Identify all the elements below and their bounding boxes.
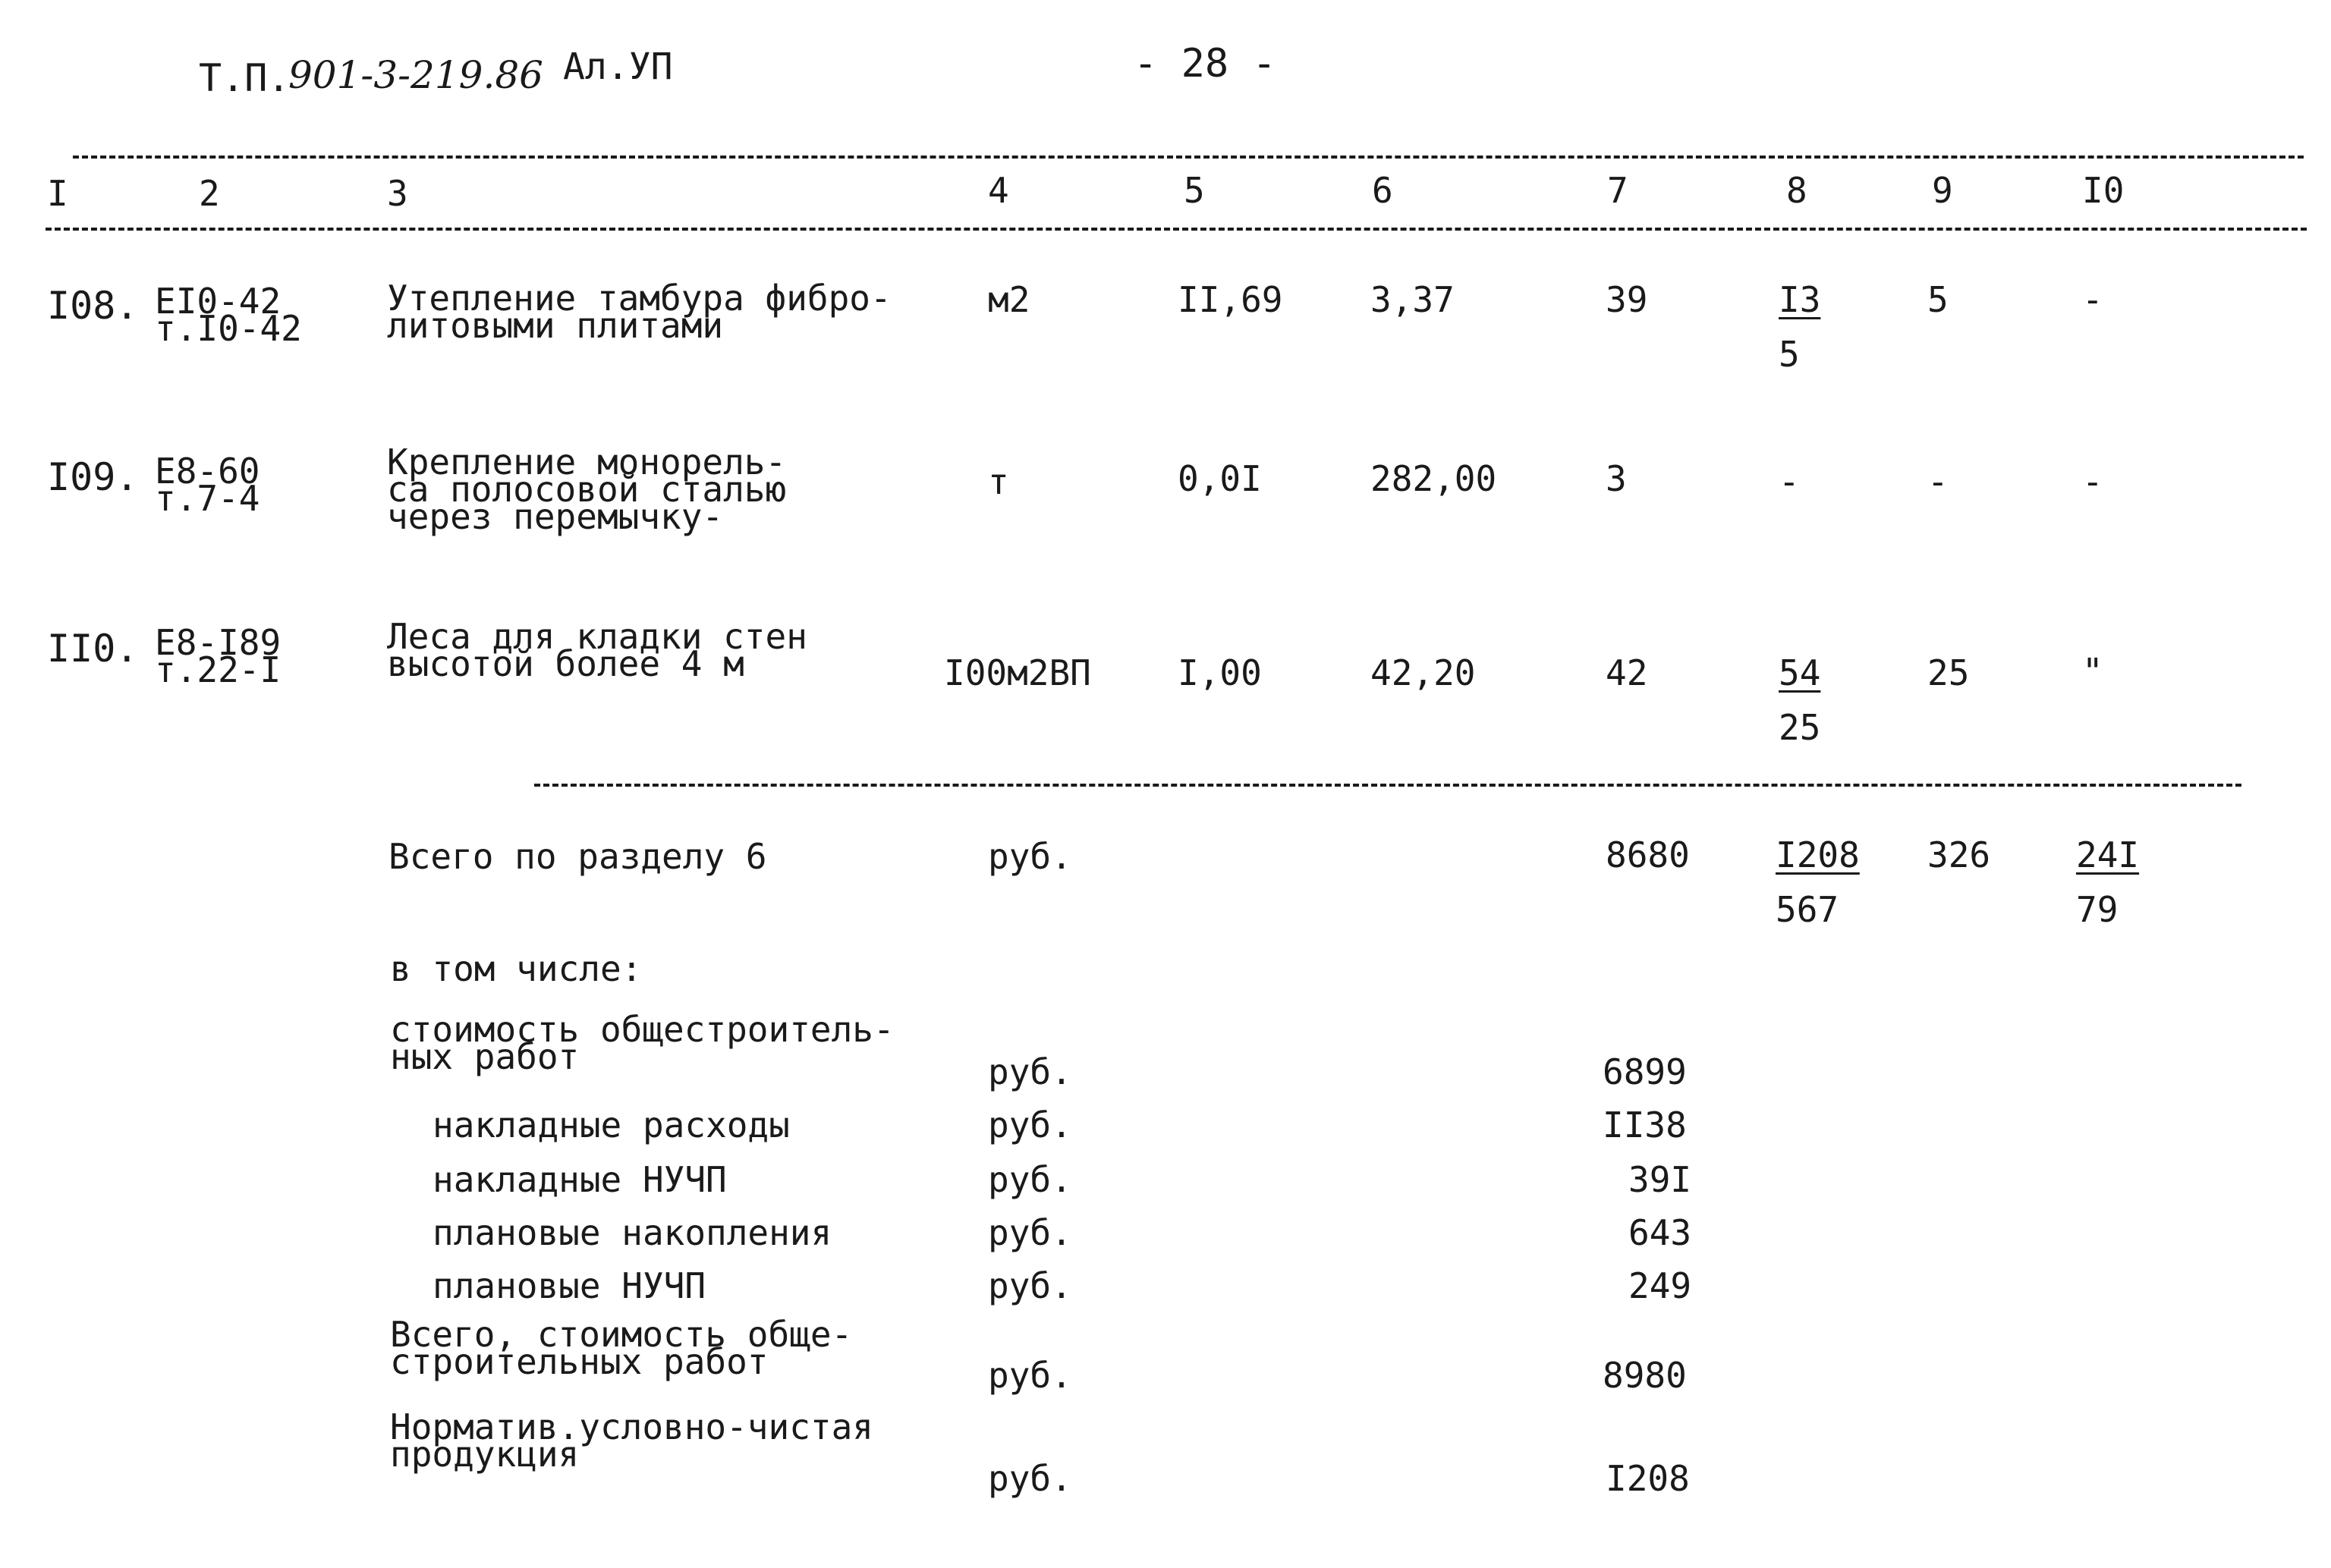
row-unit-price: 282,00 bbox=[1370, 458, 1497, 499]
header-bottom-rule bbox=[46, 228, 2307, 231]
including-label: в том числе: bbox=[390, 948, 643, 989]
breakdown-label: накладные НУЧП bbox=[433, 1159, 727, 1200]
row-num: I09. bbox=[47, 455, 139, 499]
total-label: Всего по разделу 6 bbox=[388, 836, 767, 877]
header-top-rule bbox=[73, 156, 2304, 159]
row-code: ЕI0-42 т.I0-42 bbox=[155, 281, 302, 349]
breakdown-value: 8980 bbox=[1603, 1355, 1687, 1396]
row-unit: м2 bbox=[988, 279, 1030, 320]
row-description: Крепление монорель- са полосовой сталью через перемычку- bbox=[387, 441, 787, 537]
row-description: Утепление тамбура фибро- литовыми плитами bbox=[387, 278, 892, 346]
row-unit: т bbox=[988, 461, 1009, 502]
breakdown-unit: руб. bbox=[988, 1355, 1072, 1396]
breakdown-label: плановые накопления bbox=[433, 1212, 832, 1253]
total-col10-bottom: 79 bbox=[2076, 889, 2119, 930]
breakdown-value: 249 bbox=[1628, 1265, 1692, 1306]
breakdown-value: 643 bbox=[1628, 1212, 1692, 1253]
row-col10: - bbox=[2082, 279, 2103, 320]
breakdown-label: плановые НУЧП bbox=[433, 1265, 706, 1306]
doc-code: 901-3-219.86 bbox=[288, 53, 543, 97]
row-unit-price: 3,37 bbox=[1370, 279, 1455, 320]
row-col9: 25 bbox=[1927, 652, 1970, 693]
col-header-5: 5 bbox=[1184, 170, 1205, 211]
total-col9: 326 bbox=[1927, 834, 1991, 875]
page-number: - 28 - bbox=[1134, 41, 1276, 86]
row-col9: - bbox=[1927, 461, 1949, 502]
col-header-1: I bbox=[47, 173, 68, 214]
row-quantity: I,00 bbox=[1178, 652, 1262, 693]
row-quantity: 0,0I bbox=[1178, 458, 1262, 499]
total-unit: руб. bbox=[988, 836, 1072, 877]
row-quantity: II,69 bbox=[1178, 279, 1283, 320]
breakdown-unit: руб. bbox=[988, 1265, 1072, 1306]
row-cost: 39 bbox=[1606, 279, 1648, 320]
row-code: Е8-I89 т.22-I bbox=[155, 622, 282, 690]
album-label: Ал.УП bbox=[563, 46, 673, 88]
total-divider bbox=[534, 784, 2241, 787]
total-col8-bottom: 567 bbox=[1776, 889, 1839, 930]
row-col10: - bbox=[2082, 461, 2103, 502]
breakdown-unit: руб. bbox=[988, 1212, 1072, 1253]
row-col8-bottom: 25 bbox=[1779, 707, 1821, 748]
breakdown-unit: руб. bbox=[988, 1105, 1072, 1145]
col-header-7: 7 bbox=[1607, 170, 1628, 211]
row-num: II0. bbox=[47, 627, 139, 671]
row-col10: " bbox=[2082, 651, 2103, 692]
col-header-9: 9 bbox=[1932, 170, 1953, 211]
row-cost: 42 bbox=[1606, 652, 1648, 693]
col-header-3: 3 bbox=[387, 173, 408, 214]
row-col8-top: 54 bbox=[1779, 652, 1821, 693]
total-cost: 8680 bbox=[1606, 834, 1690, 875]
row-col8-top: I3 bbox=[1779, 279, 1821, 320]
row-cost: 3 bbox=[1606, 458, 1627, 499]
breakdown-label: Норматив.условно-чистая продукция bbox=[390, 1406, 873, 1475]
breakdown-unit: руб. bbox=[988, 1051, 1072, 1092]
row-unit-price: 42,20 bbox=[1370, 652, 1476, 693]
breakdown-value: 39I bbox=[1628, 1159, 1692, 1200]
col-header-4: 4 bbox=[988, 170, 1009, 211]
row-col8: - bbox=[1779, 461, 1800, 502]
row-unit: I00м2ВП bbox=[944, 652, 1091, 693]
breakdown-value: 6899 bbox=[1603, 1051, 1687, 1092]
breakdown-label: накладные расходы bbox=[433, 1105, 790, 1145]
breakdown-value: II38 bbox=[1603, 1105, 1687, 1145]
total-col10-top: 24I bbox=[2076, 834, 2140, 875]
row-description: Леса для кладки стен высотой более 4 м bbox=[387, 616, 807, 684]
total-col8-top: I208 bbox=[1776, 834, 1860, 875]
row-col8-bottom: 5 bbox=[1779, 334, 1800, 375]
row-code: Е8-60 т.7-4 bbox=[155, 451, 260, 519]
col-header-8: 8 bbox=[1786, 170, 1807, 211]
row-col9: 5 bbox=[1927, 279, 1949, 320]
breakdown-label: стоимость общестроитель- ных работ bbox=[390, 1009, 895, 1077]
row-num: I08. bbox=[47, 284, 139, 328]
col-header-10: I0 bbox=[2082, 170, 2125, 211]
breakdown-unit: руб. bbox=[988, 1458, 1072, 1499]
col-header-6: 6 bbox=[1372, 170, 1393, 211]
breakdown-label: Всего, стоимость обще- строительных работ bbox=[390, 1314, 853, 1382]
doc-prefix: Т.П. bbox=[199, 56, 291, 100]
col-header-2: 2 bbox=[199, 173, 220, 214]
breakdown-value: I208 bbox=[1606, 1458, 1690, 1499]
breakdown-unit: руб. bbox=[988, 1159, 1072, 1200]
